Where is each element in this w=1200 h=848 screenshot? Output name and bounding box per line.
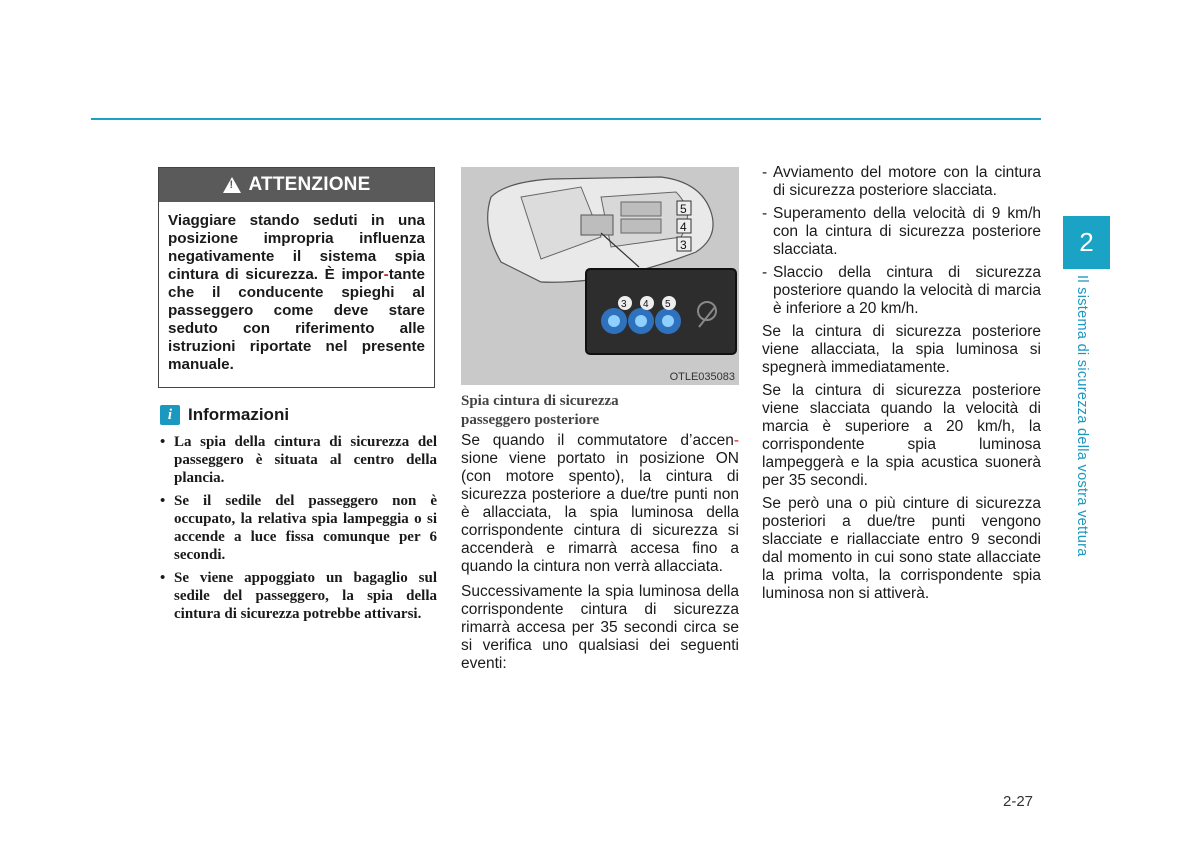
figure-caption xyxy=(461,392,739,430)
car-top-view-illustration xyxy=(461,167,739,385)
indicator-label: 3 xyxy=(621,299,627,310)
paragraph-part: Se quando il commutatore d’accen xyxy=(461,432,734,449)
seat-label: 4 xyxy=(680,220,687,234)
seat-label: 5 xyxy=(680,202,687,216)
figure-code: OTLE035083 xyxy=(669,371,735,383)
header-rule xyxy=(91,118,1041,120)
paragraph: Se però una o più cinture di sicurezza posteriori a due/tre punti vengono slacciate e riallacciate entro 9 secondi dal momento in cui sono state allacciate la prima volta, la corrispondente spia luminosa non si attiverà. xyxy=(762,495,1041,602)
warning-text-part2: tante che il conducente spieghi al passeggero come deve stare seduto con riferimento alle istruzioni riportate nel presente manuale. xyxy=(168,266,425,373)
page-number: 2-27 xyxy=(1003,793,1034,810)
hyphen: - xyxy=(733,432,739,449)
event-item: - Avviamento del motore con la cintura di sicurezza posteriore slacciata. xyxy=(762,164,1041,200)
caption-line: passeggero posteriore xyxy=(461,412,600,428)
warning-hyphen: - xyxy=(383,266,389,283)
event-item: - Superamento della velocità di 9 km/h con la cintura di sicurezza posteriore slacciata. xyxy=(762,205,1041,259)
chapter-title: Il sistema di sicurezza della vostra vettura xyxy=(1074,275,1090,557)
warning-text xyxy=(159,202,434,374)
chapter-tab: 2 xyxy=(1063,216,1110,269)
events-list xyxy=(762,164,1041,318)
warning-icon xyxy=(223,177,241,193)
paragraph: Successivamente la spia luminosa della corrispondente cintura di sicurezza rimarrà accesa per 35 secondi circa se si verifica uno qualsiasi dei seguenti eventi: xyxy=(461,583,739,672)
info-list xyxy=(160,433,437,628)
body-text-col3 xyxy=(762,164,1041,608)
paragraph xyxy=(461,432,739,576)
warning-header xyxy=(159,168,434,202)
paragraph-part: sione viene portato in posizione ON (con motore spento), la cintura di sicurezza posteriore a due/tre punti non è allacciata, la spia luminosa della corrispondente cintura di sicurezza si accenderà e rimarrà accesa fino a quando la cintura non verrà allacciata. xyxy=(461,450,739,575)
paragraph: Se la cintura di sicurezza posteriore viene allacciata, la spia luminosa si spegnerà immediatamente. xyxy=(762,323,1041,376)
warning-box xyxy=(158,167,435,388)
warning-text-part1: Viaggiare stando seduti in una posizione impropria influenza negativamente il sistema spia cintura di sicurezza. È impor xyxy=(168,212,425,283)
seat-label: 3 xyxy=(680,238,687,252)
info-title: Informazioni xyxy=(188,405,290,424)
info-heading xyxy=(160,405,289,425)
info-item: • La spia della cintura di sicurezza del passeggero è situata al centro della plancia. xyxy=(160,433,437,487)
warning-title: ATTENZIONE xyxy=(248,174,371,195)
info-item: • Se viene appoggiato un bagaglio sul sedile del passeggero, la spia della cintura di sicurezza potrebbe attivarsi. xyxy=(160,569,437,623)
info-icon: i xyxy=(160,405,180,425)
event-item: - Slaccio della cintura di sicurezza posteriore quando la velocità di marcia è inferiore a 20 km/h. xyxy=(762,264,1041,318)
body-text-col2 xyxy=(461,432,739,680)
indicator-label: 4 xyxy=(643,299,649,310)
indicator-label: 5 xyxy=(665,299,671,310)
chapter-side-title xyxy=(1070,275,1090,575)
caption-line: Spia cintura di sicurezza xyxy=(461,393,619,409)
paragraph: Se la cintura di sicurezza posteriore viene slacciata quando la velocità di marcia è superiore a 20 km/h, la corrispondente spia luminosa lampeggerà e la spia acustica suonerà per 35 secondi. xyxy=(762,382,1041,489)
seatbelt-indicator-figure xyxy=(461,167,739,385)
info-item: • Se il sedile del passeggero non è occupato, la relativa spia lampeggia o si accende a luce fissa comunque per 6 secondi. xyxy=(160,492,437,564)
